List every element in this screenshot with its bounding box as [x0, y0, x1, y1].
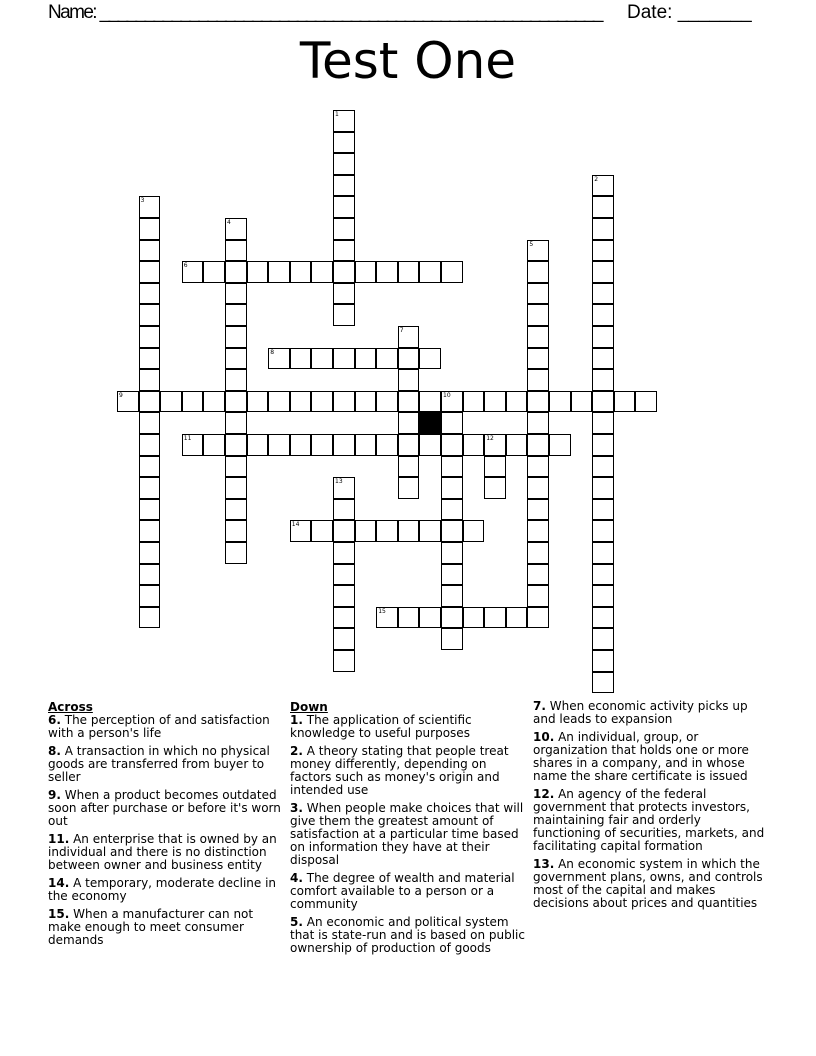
crossword-cell[interactable] [225, 326, 247, 348]
across-clue [48, 745, 284, 784]
clue-text: A transaction in which no physical goods are transferred from buyer to seller [48, 744, 270, 784]
crossword-cell[interactable] [139, 326, 161, 348]
crossword-cell[interactable] [139, 585, 161, 607]
crossword-cell[interactable] [398, 391, 420, 413]
clue-text: An individual, group, or organization that holds one or more shares in a company, and in whose name the share certificate is issued [533, 730, 749, 783]
crossword-cell[interactable] [376, 607, 398, 629]
clue-text: When a manufacturer can not make enough to meet consumer demands [48, 907, 254, 947]
crossword-cell[interactable] [527, 499, 549, 521]
crossword-cell[interactable] [419, 391, 441, 413]
clue-num: 7. [533, 699, 546, 713]
across-clues [48, 700, 284, 952]
crossword-cell[interactable] [398, 412, 420, 434]
crossword-cell[interactable] [139, 369, 161, 391]
crossword-cell[interactable] [290, 261, 312, 283]
crossword-cell[interactable] [592, 520, 614, 542]
crossword-cell[interactable] [592, 348, 614, 370]
crossword-cell[interactable] [333, 564, 355, 586]
crossword-cell[interactable] [463, 607, 485, 629]
crossword-cell[interactable] [160, 391, 182, 413]
crossword-cell[interactable] [139, 391, 161, 413]
crossword-cell[interactable] [203, 391, 225, 413]
crossword-cell[interactable] [139, 240, 161, 262]
crossword-cell[interactable] [484, 456, 506, 478]
crossword-cell[interactable] [441, 628, 463, 650]
crossword-cell[interactable] [441, 607, 463, 629]
crossword-cell[interactable] [225, 456, 247, 478]
crossword-cell[interactable] [355, 261, 377, 283]
crossword-cell[interactable] [311, 434, 333, 456]
crossword-cell[interactable] [268, 261, 290, 283]
clue-num: 3. [290, 801, 303, 815]
clue-number: 12 [486, 435, 494, 442]
crossword-cell[interactable] [441, 585, 463, 607]
crossword-cell[interactable] [139, 542, 161, 564]
crossword-cell[interactable] [527, 261, 549, 283]
clue-num: 4. [290, 871, 303, 885]
clue-num: 1. [290, 713, 303, 727]
clue-text: A theory stating that people treat money differently, depending on factors such as money's origin and intended use [290, 744, 509, 797]
crossword-cell[interactable] [139, 564, 161, 586]
crossword-cell[interactable] [441, 261, 463, 283]
crossword-cell[interactable] [441, 542, 463, 564]
crossword-cell[interactable] [571, 391, 593, 413]
crossword-cell[interactable] [333, 132, 355, 154]
crossword-cell[interactable] [333, 196, 355, 218]
crossword-cell[interactable] [333, 585, 355, 607]
clue-number: 7 [399, 327, 404, 334]
crossword-cell[interactable] [527, 477, 549, 499]
crossword-cell[interactable] [527, 348, 549, 370]
crossword-cell[interactable] [441, 456, 463, 478]
crossword-cell[interactable] [311, 520, 333, 542]
crossword-cell[interactable] [247, 434, 269, 456]
crossword-cell[interactable] [463, 391, 485, 413]
crossword-cell[interactable] [225, 348, 247, 370]
clue-number: 6 [183, 262, 188, 270]
crossword-cell[interactable] [225, 477, 247, 499]
crossword-cell[interactable] [182, 391, 204, 413]
crossword-cell[interactable] [592, 391, 614, 413]
clue-number: 8 [270, 348, 275, 356]
crossword-cell[interactable] [225, 499, 247, 521]
down-clue [290, 872, 526, 911]
crossword-cell[interactable] [139, 218, 161, 240]
crossword-cell[interactable] [549, 434, 571, 456]
crossword-cell[interactable] [527, 369, 549, 391]
crossword-cell[interactable] [441, 499, 463, 521]
crossword-cell[interactable] [441, 412, 463, 434]
crossword-cell[interactable] [527, 564, 549, 586]
down-heading: Down [290, 700, 328, 714]
clue-text: When people make choices that will give them the greatest amount of satisfaction at a particular time based on information they have at their disposal [290, 801, 524, 867]
crossword-cell[interactable] [225, 412, 247, 434]
crossword-cell[interactable] [247, 261, 269, 283]
crossword-cell[interactable] [225, 434, 247, 456]
crossword-cell[interactable] [592, 218, 614, 240]
crossword-cell[interactable] [419, 434, 441, 456]
crossword-cell[interactable] [592, 607, 614, 629]
crossword-cell[interactable] [592, 585, 614, 607]
clue-num: 6. [48, 713, 61, 727]
crossword-cell[interactable] [398, 261, 420, 283]
clue-num: 2. [290, 744, 303, 758]
crossword-cell[interactable] [441, 434, 463, 456]
crossword-cell[interactable] [311, 391, 333, 413]
crossword-cell[interactable] [463, 434, 485, 456]
clue-number: 9 [119, 391, 123, 399]
crossword-cell[interactable] [268, 434, 290, 456]
crossword-cell[interactable] [333, 261, 355, 283]
crossword-cell[interactable] [592, 196, 614, 218]
crossword-cell[interactable] [225, 304, 247, 326]
across-clue [48, 789, 284, 828]
crossword-cell[interactable] [225, 542, 247, 564]
clue-text: When economic activity picks up and leads to expansion [533, 699, 748, 726]
crossword-cell[interactable] [527, 326, 549, 348]
crossword-cell[interactable] [592, 650, 614, 672]
crossword-cell[interactable] [484, 391, 506, 413]
crossword-cell[interactable] [527, 283, 549, 305]
crossword-cell[interactable] [592, 434, 614, 456]
crossword-cell[interactable] [139, 283, 161, 305]
crossword-cell[interactable] [527, 304, 549, 326]
down-clue [290, 745, 526, 797]
date-field-label: Date: _______ [627, 2, 752, 23]
crossword-cell[interactable] [398, 434, 420, 456]
crossword-cell[interactable] [139, 412, 161, 434]
crossword-cell[interactable] [333, 650, 355, 672]
crossword-cell[interactable] [225, 520, 247, 542]
crossword-cell[interactable] [484, 477, 506, 499]
crossword-cell[interactable] [398, 607, 420, 629]
crossword-cell[interactable] [592, 542, 614, 564]
crossword-cell[interactable] [333, 542, 355, 564]
crossword-cell[interactable] [139, 261, 161, 283]
crossword-cell[interactable] [527, 412, 549, 434]
crossword-cell[interactable] [441, 564, 463, 586]
crossword-cell[interactable] [203, 261, 225, 283]
crossword-cell[interactable] [592, 240, 614, 262]
crossword-cell[interactable] [549, 391, 571, 413]
clue-num: 10. [533, 730, 555, 744]
crossword-cell[interactable] [463, 520, 485, 542]
crossword-cell[interactable] [117, 391, 139, 413]
across-clue [48, 833, 284, 872]
crossword-cell[interactable] [527, 542, 549, 564]
crossword-cell[interactable] [376, 348, 398, 370]
across-heading: Across [48, 700, 93, 714]
clue-num: 9. [48, 788, 61, 802]
crossword-cell[interactable] [527, 240, 549, 262]
crossword-cell[interactable] [614, 391, 636, 413]
crossword-cell[interactable] [203, 434, 225, 456]
clue-number: 4 [227, 219, 231, 226]
crossword-cell[interactable] [333, 499, 355, 521]
crossword-cell[interactable] [355, 348, 377, 370]
crossword-cell[interactable] [398, 520, 420, 542]
crossword-cell[interactable] [333, 304, 355, 326]
crossword-cell[interactable] [398, 477, 420, 499]
crossword-cell[interactable] [139, 456, 161, 478]
crossword-cell[interactable] [139, 607, 161, 629]
crossword-cell[interactable] [139, 434, 161, 456]
crossword-cell[interactable] [333, 240, 355, 262]
crossword-cell[interactable] [592, 564, 614, 586]
crossword-cell[interactable] [333, 283, 355, 305]
crossword-cell[interactable] [398, 348, 420, 370]
crossword-cell[interactable] [592, 304, 614, 326]
crossword-cell[interactable] [484, 607, 506, 629]
crossword-cell[interactable] [592, 412, 614, 434]
crossword-cell[interactable] [139, 196, 161, 218]
crossword-cell[interactable] [139, 348, 161, 370]
crossword-cell[interactable] [527, 520, 549, 542]
clue-number: 5 [529, 240, 534, 248]
crossword-cell[interactable] [139, 304, 161, 326]
crossword-cell[interactable] [290, 434, 312, 456]
crossword-cell[interactable] [592, 672, 614, 694]
down-clue [533, 858, 769, 910]
crossword-cell[interactable] [268, 391, 290, 413]
crossword-cell[interactable] [247, 391, 269, 413]
crossword-cell[interactable] [441, 477, 463, 499]
crossword-cell[interactable] [527, 585, 549, 607]
crossword-cell[interactable] [376, 391, 398, 413]
crossword-cell[interactable] [592, 283, 614, 305]
crossword-cell[interactable] [419, 520, 441, 542]
crossword-cell[interactable] [635, 391, 657, 413]
clue-text: An economic system in which the government plans, owns, and controls most of the capital and makes decisions about prices and quantities [533, 857, 763, 910]
clue-number: 11 [183, 435, 192, 442]
clue-num: 15. [48, 907, 70, 921]
across-clue [48, 908, 284, 947]
crossword-cell[interactable] [139, 499, 161, 521]
crossword-cell[interactable] [355, 520, 377, 542]
crossword-cell[interactable] [333, 391, 355, 413]
clue-num: 5. [290, 915, 303, 929]
crossword-cell[interactable] [182, 434, 204, 456]
crossword-cell[interactable] [441, 520, 463, 542]
crossword-cell[interactable] [311, 348, 333, 370]
crossword-cell[interactable] [333, 477, 355, 499]
crossword-cell[interactable] [355, 434, 377, 456]
across-clue [48, 714, 284, 740]
crossword-cell[interactable] [527, 391, 549, 413]
clue-text: A temporary, moderate decline in the economy [48, 876, 277, 903]
clue-num: 8. [48, 744, 61, 758]
crossword-cell[interactable] [290, 391, 312, 413]
crossword-cell[interactable] [376, 520, 398, 542]
crossword-cell[interactable] [225, 283, 247, 305]
down-clue [533, 731, 769, 783]
clue-number: 10 [443, 391, 451, 399]
across-clue [48, 877, 284, 903]
crossword-cell[interactable] [376, 261, 398, 283]
clue-text: The degree of wealth and material comfort available to a person or a community [290, 871, 515, 911]
crossword-cell[interactable] [419, 607, 441, 629]
clue-text: The application of scientific knowledge to useful purposes [290, 713, 472, 740]
crossword-cell[interactable] [333, 218, 355, 240]
clue-num: 12. [533, 787, 555, 801]
crossword-cell[interactable] [333, 110, 355, 132]
crossword-cell[interactable] [333, 520, 355, 542]
crossword-cell[interactable] [398, 326, 420, 348]
crossword-cell[interactable] [592, 175, 614, 197]
name-field-label: Name: ________________________________________________________ [48, 2, 602, 23]
clue-text: When a product becomes outdated soon after purchase or before it's worn out [48, 788, 281, 828]
crossword-cell[interactable] [225, 240, 247, 262]
crossword-cell[interactable] [139, 520, 161, 542]
crossword-cell[interactable] [592, 326, 614, 348]
crossword-cell[interactable] [506, 434, 528, 456]
crossword-cell[interactable] [527, 434, 549, 456]
crossword-cell[interactable] [333, 153, 355, 175]
clue-number: 14 [291, 521, 300, 529]
down-clue [290, 916, 526, 955]
crossword-cell[interactable] [592, 261, 614, 283]
down-clue [290, 714, 526, 740]
clue-text: An economic and political system that is state-run and is based on public ownership of production of goods [290, 915, 525, 955]
crossword-cell[interactable] [592, 477, 614, 499]
crossword-cell[interactable] [225, 391, 247, 413]
crossword-cell[interactable] [419, 348, 441, 370]
clue-text: An agency of the federal government that protects investors, maintaining fair and orderly functioning of securities, markets, and facilitating capital formation [533, 787, 765, 853]
crossword-cell[interactable] [225, 218, 247, 240]
clue-number: 2 [594, 175, 599, 183]
clue-num: 11. [48, 832, 70, 846]
crossword-cell[interactable] [398, 369, 420, 391]
crossword-cell[interactable] [527, 607, 549, 629]
crossword-cell[interactable] [333, 628, 355, 650]
crossword-cell[interactable] [225, 261, 247, 283]
crossword-cell[interactable] [182, 261, 204, 283]
black-square [419, 412, 441, 434]
crossword-cell[interactable] [355, 391, 377, 413]
crossword-cell[interactable] [592, 628, 614, 650]
clue-text: An enterprise that is owned by an individual and there is no distinction between owner and business entity [48, 832, 277, 872]
crossword-cell[interactable] [592, 499, 614, 521]
crossword-cell[interactable] [290, 348, 312, 370]
clue-num: 14. [48, 876, 70, 890]
crossword-cell[interactable] [506, 391, 528, 413]
clue-number: 1 [335, 111, 339, 118]
crossword-cell[interactable] [139, 477, 161, 499]
crossword-cell[interactable] [290, 520, 312, 542]
clue-number: 15 [378, 607, 386, 615]
crossword-cell[interactable] [527, 456, 549, 478]
crossword-cell[interactable] [419, 261, 441, 283]
crossword-cell[interactable] [484, 434, 506, 456]
crossword-cell[interactable] [506, 607, 528, 629]
crossword-cell[interactable] [376, 434, 398, 456]
crossword-cell[interactable] [333, 434, 355, 456]
clue-text: The perception of and satisfaction with a person's life [48, 713, 270, 740]
clue-number: 13 [335, 478, 343, 486]
crossword-cell[interactable] [398, 456, 420, 478]
crossword-cell[interactable] [225, 369, 247, 391]
crossword-cell[interactable] [311, 261, 333, 283]
crossword-cell[interactable] [441, 391, 463, 413]
crossword-cell[interactable] [268, 348, 290, 370]
clue-num: 13. [533, 857, 555, 871]
crossword-cell[interactable] [333, 348, 355, 370]
down-clue [533, 788, 769, 853]
down-clues [290, 700, 526, 960]
crossword-cell[interactable] [592, 456, 614, 478]
crossword-cell[interactable] [333, 607, 355, 629]
crossword-cell[interactable] [333, 175, 355, 197]
clue-number: 3 [140, 197, 145, 205]
down-clue [533, 700, 769, 726]
down-clue [290, 802, 526, 867]
crossword-cell[interactable] [592, 369, 614, 391]
down-clues-continued [533, 700, 769, 915]
page-title: Test One [299, 32, 517, 90]
